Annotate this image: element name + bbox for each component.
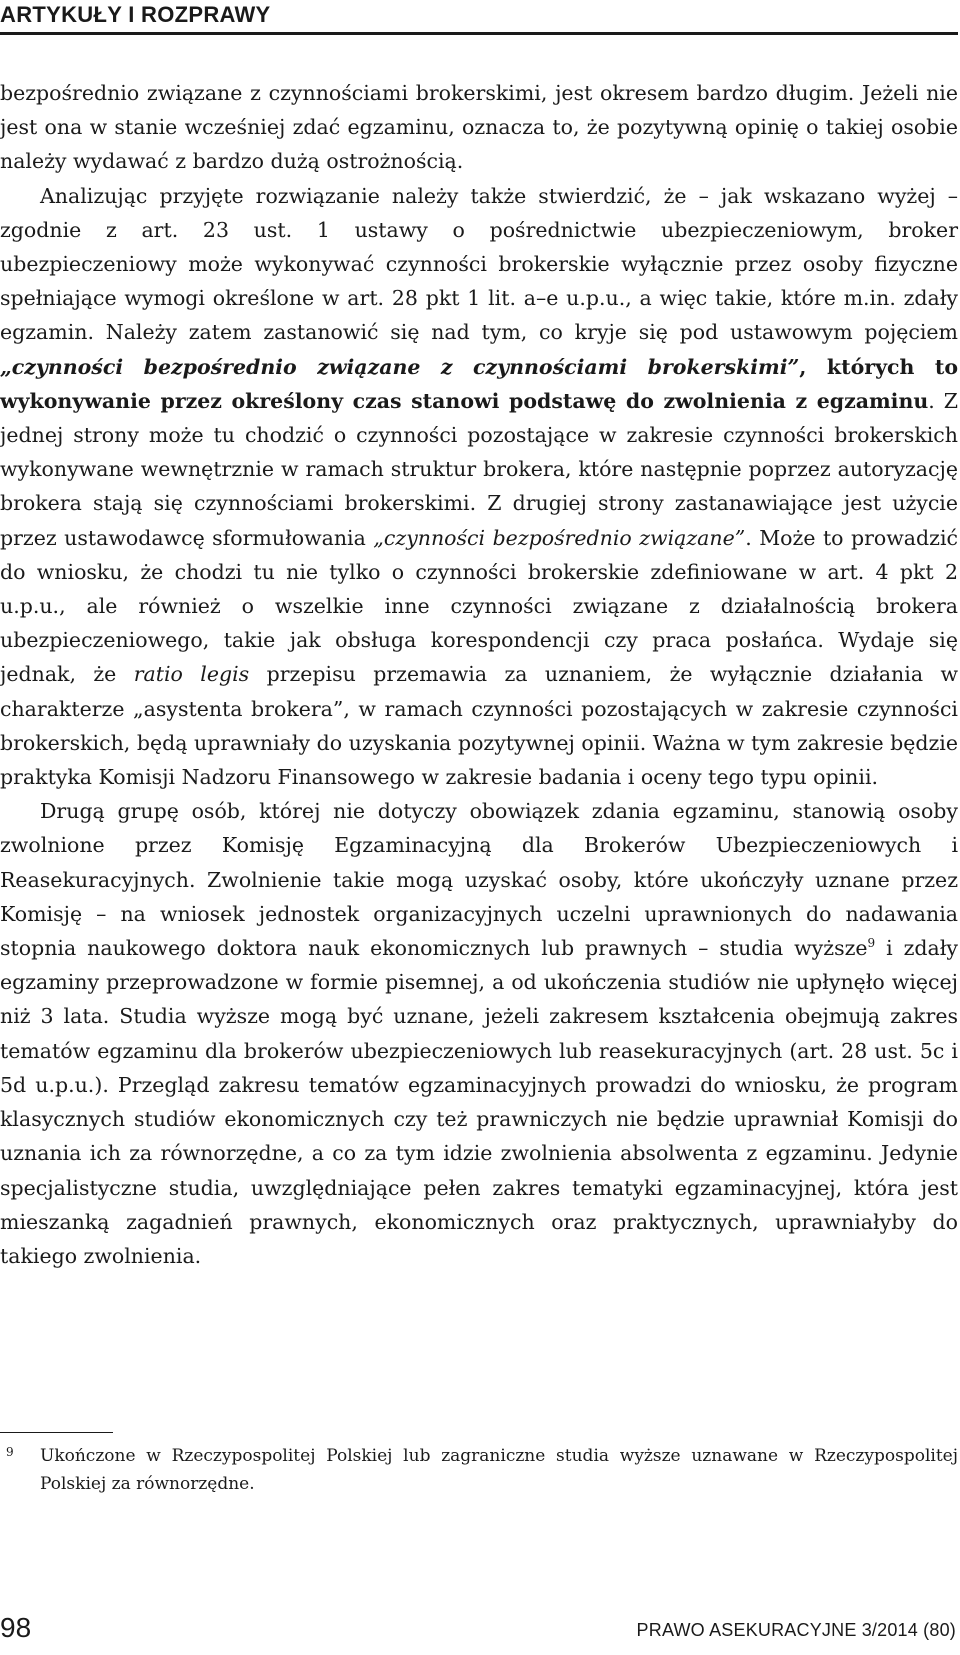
paragraph-2-part-1: Drugą grupę osób, której nie dotyczy obowiązek zdania egzaminu, stanowią osoby zwolnione przez Komisję Egzaminacyjną dla Brokerów Ubezpieczeniowych i Reasekuracyjnych. Zwolnienie takie mogą uzyskać osoby, które ukończyły uznane przez Komisję – na wniosek jednostek organizacyjnych uczelni uprawnionych do nadawania stopnia naukowego doktora nauk ekonomicznych lub prawnych – studia wyższe [0, 799, 958, 961]
paragraph-1-part-5: przepisu przemawia za uznaniem, że wyłącznie działania w charakterze „asystenta brokera”, w ramach czynności pozostających w zakresie czynności brokerskich, będą uprawniały do uzyskania pozytywnej opinii. Ważna w tym zakresie będzie praktyka Komisji Nadzoru Finansowego w zakresie badania i oceny tego typu opinii. [0, 662, 958, 790]
header-rule [0, 32, 958, 35]
paragraph-1 [0, 76, 958, 794]
paragraph-1-part-3: . Z jednej strony może tu chodzić o czynności pozostające w zakresie czynności brokerskich wykonywane wewnętrznie w ramach struktur brokera, które następnie poprzez autoryzację brokera stają się czynnościami brokerskimi. Z drugiej strony zastanawiające jest użycie przez ustawodawcę sformułowania [0, 388, 958, 550]
footnote-number: 9 [6, 1445, 14, 1459]
ratio-legis: ratio legis [133, 662, 250, 687]
bold-italic-term: „czynności bezpośrednio związane z czynnościami brokerskimi” [0, 354, 800, 379]
footnote-rule [0, 1432, 113, 1433]
journal-title: PRAWO ASEKURACYJNE 3/2014 (80) [636, 1620, 956, 1640]
paragraph-2-part-2: i zdały egzaminy przeprowadzone w formie pisemnej, a od ukończenia studiów nie upłynęło więcej niż 3 lata. Studia wyższe mogą być uznane, jeżeli zakresem kształcenia obejmują zakres tematów egzaminu dla brokerów ubezpieczeniowych lub reasekuracyjnych (art. 28 ust. 5c i 5d u.p.u.). Przegląd zakresu tematów egzaminacyjnych prowadzi do wniosku, że program klasycznych studiów ekonomicznych czy też prawniczych nie będzie uprawniał Komisji do uznania ich za równorzędne, a co za tym idzie zwolnienia absolwenta z egzaminu. Jedynie specjalistyczne studia, uwzględniające pełen zakres tematyki egzaminacyjnej, która jest mieszanką zagadnień prawnych, ekonomicznych oraz praktycznych, uprawniałyby do takiego zwolnienia. [0, 936, 958, 1268]
footnote-text: Ukończone w Rzeczypospolitej Polskiej lub zagraniczne studia wyższe uznawane w Rzeczypospolitej Polskiej za równorzędne. [40, 1446, 958, 1494]
article-body [0, 76, 958, 1273]
paragraph-1-part-2: Analizując przyjęte rozwiązanie należy także stwierdzić, że – jak wskazano wyżej – zgodnie z art. 23 ust. 1 ustawy o pośrednictwie ubezpieczeniowym, broker ubezpieczeniowy może wykonywać czynności brokerskie wyłącznie przez osoby fizyczne spełniające wymogi określone w art. 28 pkt 1 lit. a–e u.p.u., a więc takie, które m.in. zdały egzamin. Należy zatem zastanowić się nad tym, co kryje się pod ustawowym pojęciem [0, 183, 958, 345]
section-header: ARTYKUŁY I ROZPRAWY [0, 2, 271, 27]
paragraph-1-part-1: bezpośrednio związane z czynnościami brokerskimi, jest okresem bardzo długim. Jeżeli nie jest ona w stanie wcześniej zdać egzaminu, oznacza to, że pozytywną opinię o takiej osobie należy wydawać z bardzo dużą ostrożnością. [0, 81, 958, 174]
bold-phrase: , których to wykonywanie przez określony czas stanowi podstawę do zwolnienia z egzaminu [0, 354, 958, 413]
page-number: 98 [0, 1612, 32, 1643]
footnote [0, 1442, 958, 1498]
paragraph-2 [0, 794, 958, 1273]
footnote-reference[interactable]: 9 [867, 936, 876, 951]
italic-quote: „czynności bezpośrednio związane” [373, 525, 746, 550]
paragraph-1-part-4: . Może to prowadzić do wniosku, że chodzi tu nie tylko o czynności brokerskie zdefiniowane w art. 4 pkt 2 u.p.u., ale również o wszelkie inne czynności związane z działalnością brokera ubezpieczeniowego, takie jak obsługa korespondencji czy praca posłańca. Wydaje się jednak, że [0, 525, 958, 687]
